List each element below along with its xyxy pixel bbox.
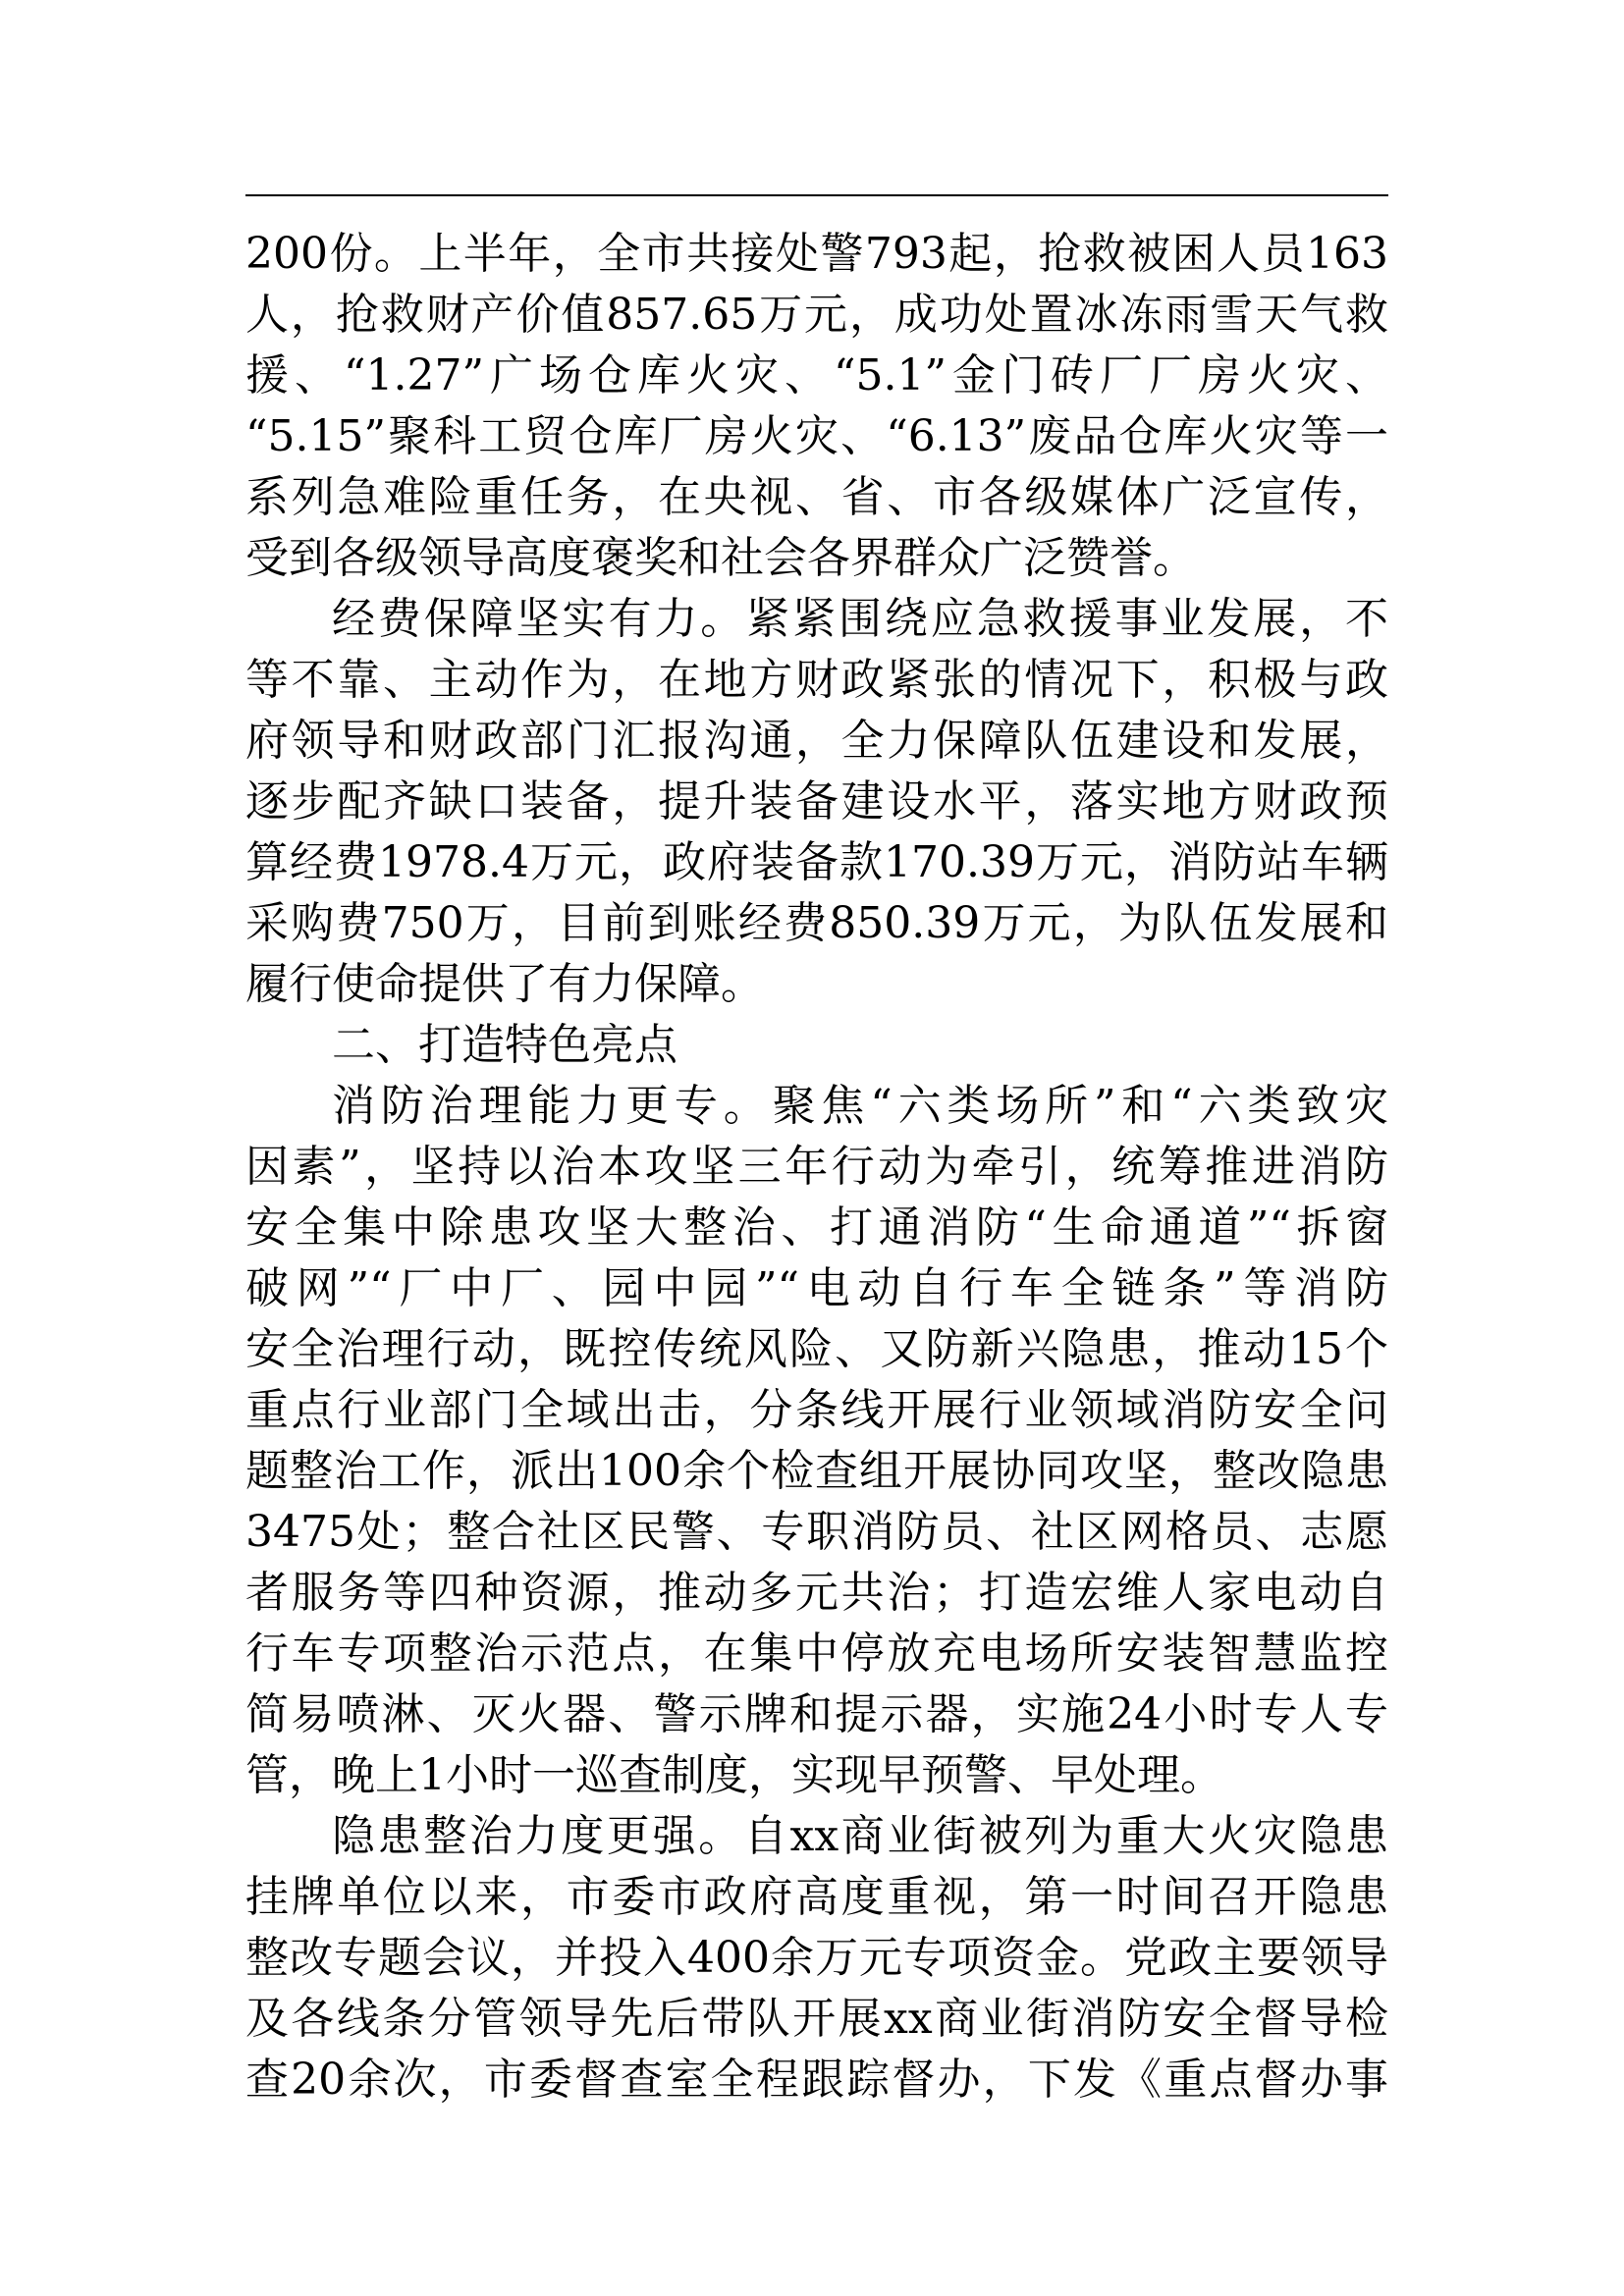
text-line: 采购费750万，目前到账经费850.39万元，为队伍发展和 — [245, 898, 1388, 948]
text-line: 题整治工作，派出100余个检查组开展协同攻坚，整改隐患 — [245, 1446, 1388, 1496]
text-line: 管，晚上1小时一巡查制度，实现早预警、早处理。 — [245, 1750, 1223, 1800]
section-heading: 二、打造特色亮点 — [332, 1020, 677, 1070]
text-line: 查20余次，市委督查室全程跟踪督办，下发《重点督办事 — [245, 2055, 1388, 2105]
text-line: 者服务等四种资源，推动多元共治；打造宏维人家电动自 — [245, 1568, 1388, 1618]
text-line: 受到各级领导高度褒奖和社会各界群众广泛赞誉。 — [245, 533, 1196, 583]
text-line: 破网”“厂中厂、园中园”“电动自行车全链条”等消防 — [245, 1263, 1388, 1313]
text-line: 因素”，坚持以治本攻坚三年行动为牵引，统筹推进消防 — [245, 1142, 1388, 1192]
text-line: 安全治理行动，既控传统风险、又防新兴隐患，推动15个 — [245, 1324, 1388, 1374]
text-line: 挂牌单位以来，市委市政府高度重视，第一时间召开隐患 — [245, 1872, 1388, 1922]
text-line: 逐步配齐缺口装备，提升装备建设水平，落实地方财政预 — [245, 776, 1388, 827]
text-line: 经费保障坚实有力。紧紧围绕应急救援事业发展，不 — [332, 594, 1388, 644]
text-line: 履行使命提供了有力保障。 — [245, 959, 764, 1009]
text-line: 行车专项整治示范点，在集中停放充电场所安装智慧监控 — [245, 1629, 1388, 1679]
body-text — [245, 224, 1388, 2110]
text-line: 消防治理能力更专。聚焦“六类场所”和“六类致灾 — [332, 1081, 1388, 1131]
text-line: 及各线条分管领导先后带队开展xx商业街消防安全督导检 — [245, 1994, 1388, 2044]
text-line: 简易喷淋、灭火器、警示牌和提示器，实施24小时专人专 — [245, 1689, 1388, 1739]
text-line: 等不靠、主动作为，在地方财政紧张的情况下，积极与政 — [245, 655, 1388, 705]
header-rule — [245, 194, 1388, 196]
text-line: 府领导和财政部门汇报沟通，全力保障队伍建设和发展， — [245, 716, 1388, 766]
text-line: 隐患整治力度更强。自xx商业街被列为重大火灾隐患 — [332, 1811, 1388, 1861]
text-line: 200份。上半年，全市共接处警793起，抢救被困人员163 — [245, 229, 1388, 279]
text-line: 系列急难险重任务，在央视、省、市各级媒体广泛宣传， — [245, 472, 1388, 522]
text-line: 算经费1978.4万元，政府装备款170.39万元，消防站车辆 — [245, 837, 1388, 887]
text-line: 援、“1.27”广场仓库火灾、“5.1”金门砖厂厂房火灾、 — [245, 350, 1388, 400]
text-line: 人，抢救财产价值857.65万元，成功处置冰冻雨雪天气救 — [245, 290, 1388, 340]
text-line: 整改专题会议，并投入400余万元专项资金。党政主要领导 — [245, 1933, 1388, 1983]
text-line: 重点行业部门全域出击，分条线开展行业领域消防安全问 — [245, 1385, 1388, 1435]
text-line: “5.15”聚科工贸仓库厂房火灾、“6.13”废品仓库火灾等一 — [245, 411, 1388, 461]
text-line: 安全集中除患攻坚大整治、打通消防“生命通道”“拆窗 — [245, 1202, 1388, 1253]
text-line: 3475处；整合社区民警、专职消防员、社区网格员、志愿 — [245, 1507, 1388, 1557]
